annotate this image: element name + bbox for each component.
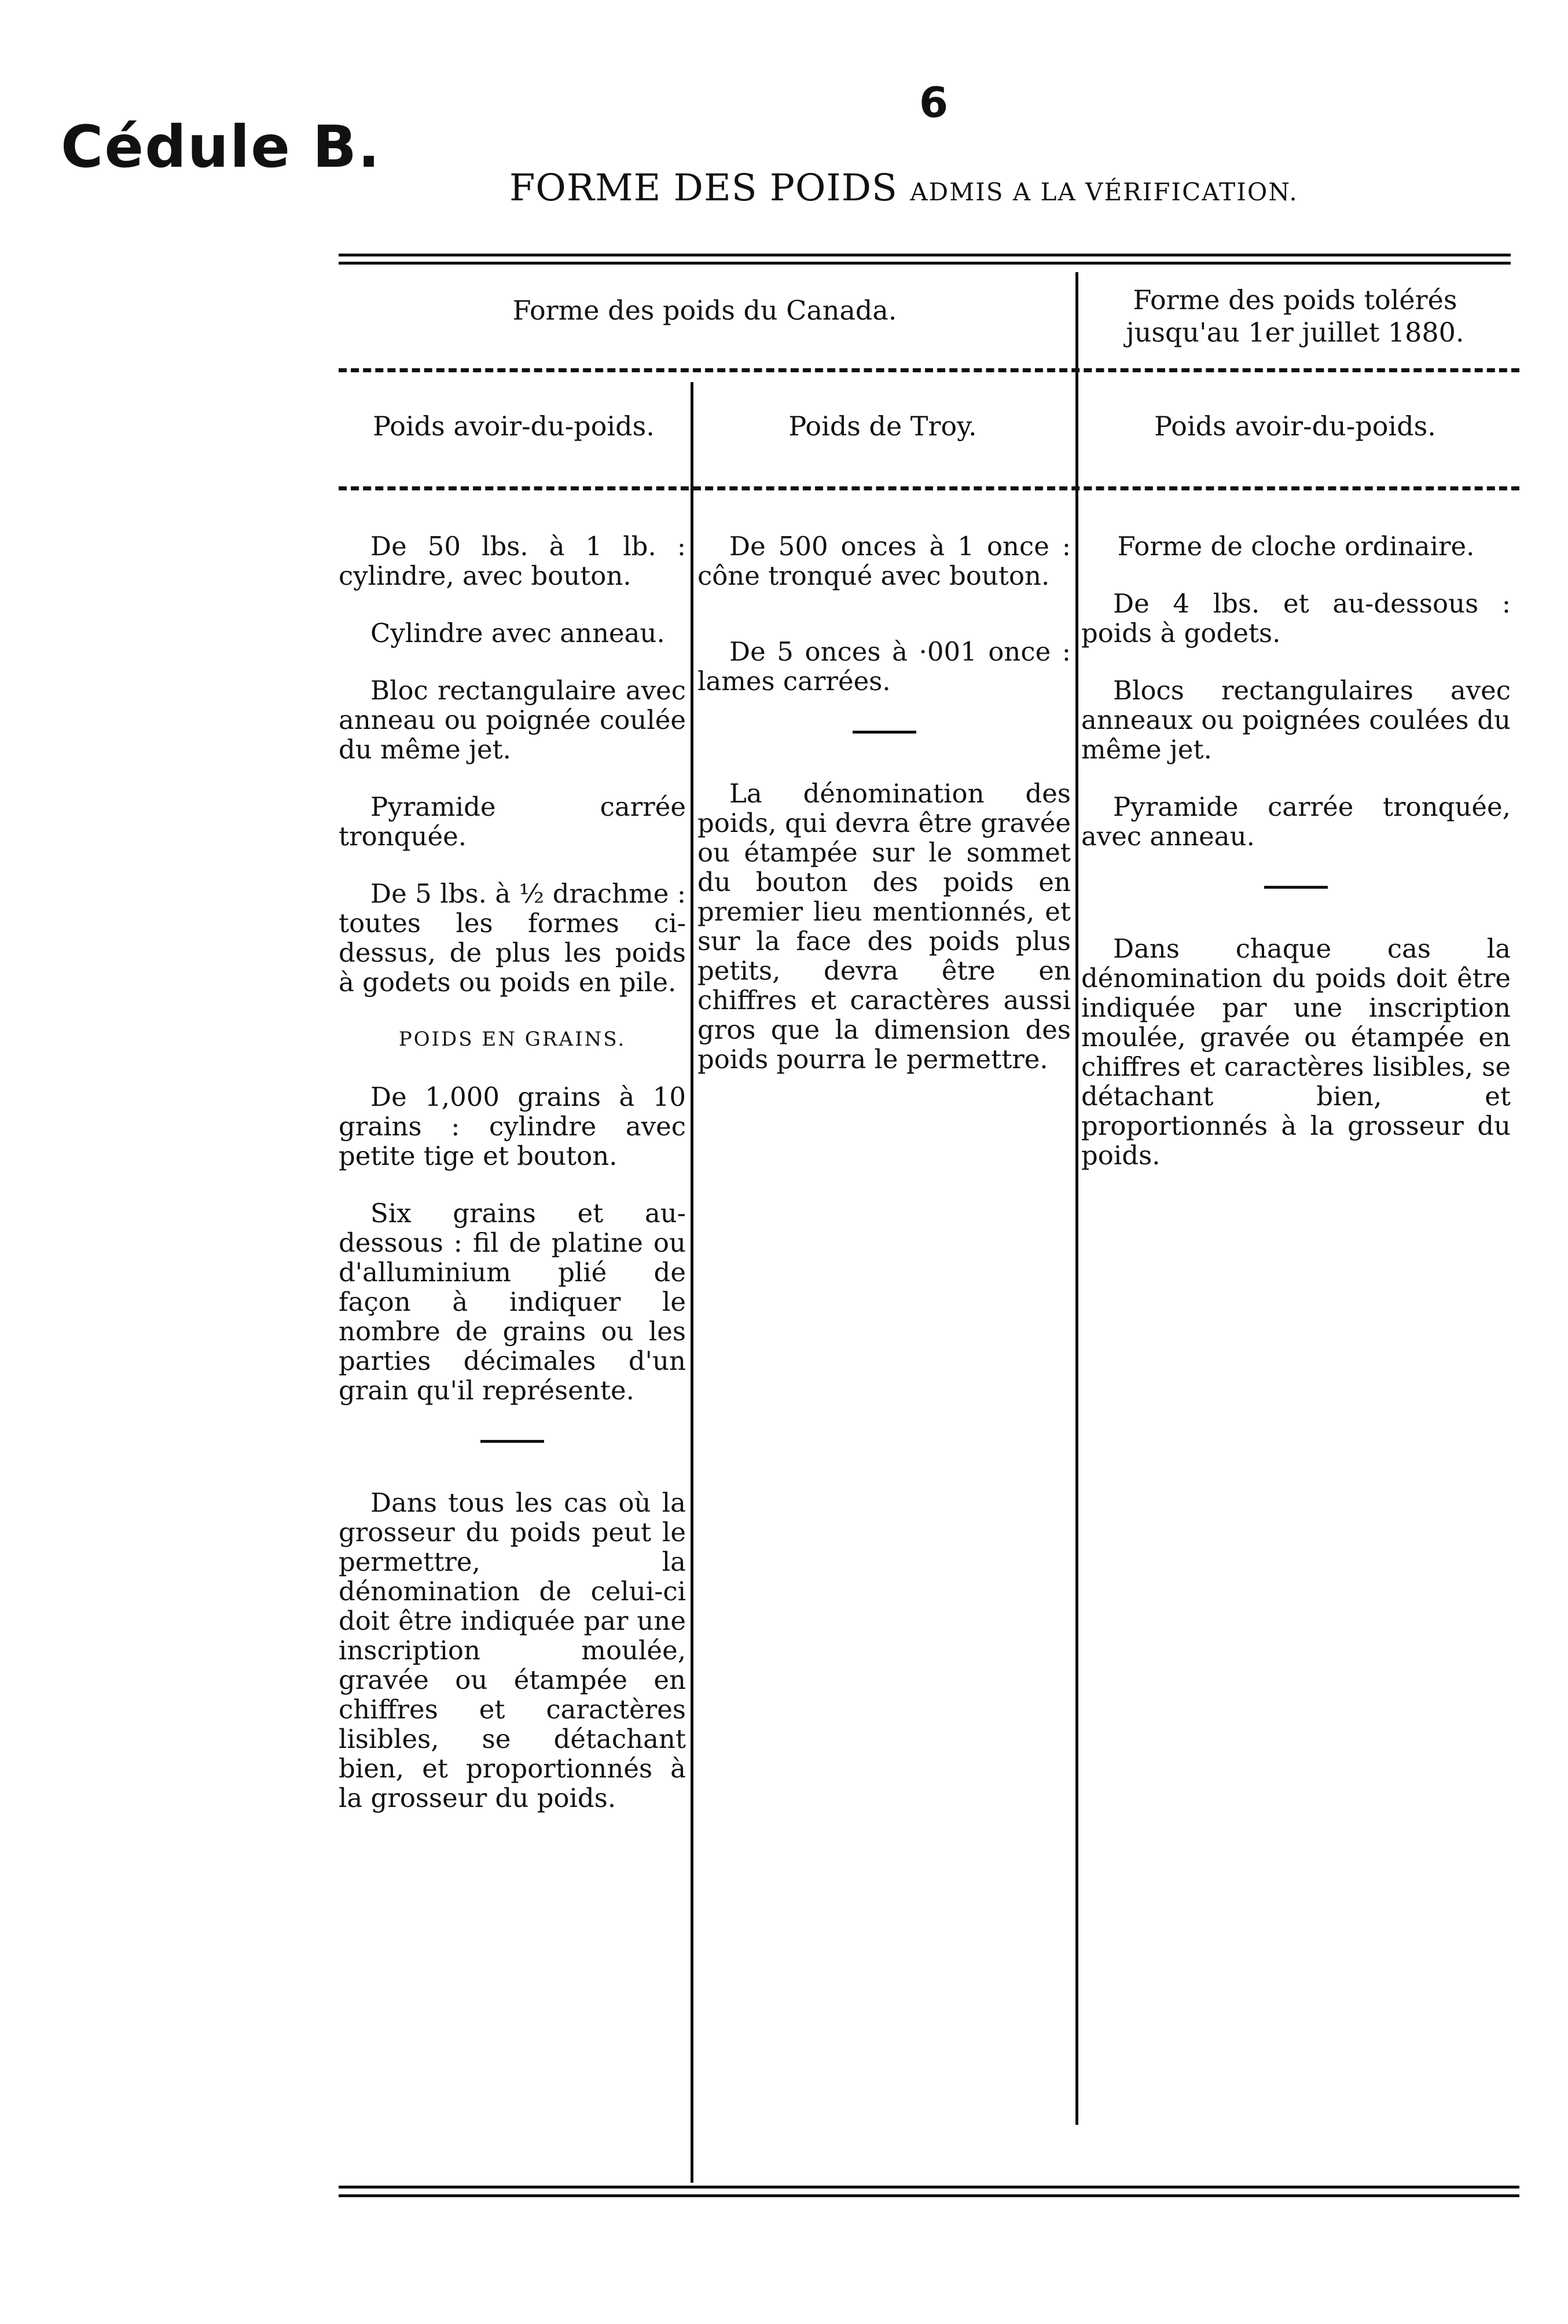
- column-divider-1: [691, 382, 693, 2183]
- col1-paragraph-1: De 50 lbs. à 1 lb. : cylindre, avec bouton.: [339, 531, 686, 591]
- subheader-troy: Poids de Troy.: [788, 410, 977, 442]
- column-troy: [697, 531, 1071, 1102]
- col3-paragraph-4: Pyramide carrée tronquée, avec anneau.: [1081, 791, 1511, 852]
- col3-paragraph-2: De 4 lbs. et au-dessous : poids à godets.: [1081, 588, 1511, 648]
- title-small: ADMIS A LA VÉRIFICATION.: [910, 178, 1298, 206]
- header-tolerated-line2: jusqu'au 1er juillet 1880.: [1126, 317, 1464, 348]
- col1-paragraph-3: Bloc rectangulaire avec anneau ou poignée coulée du même jet.: [339, 675, 686, 765]
- subheader-dashed-rule: [339, 486, 1519, 490]
- bottom-rule-1: [339, 2186, 1519, 2189]
- page-title: [509, 167, 1298, 210]
- bottom-rule-2: [339, 2194, 1519, 2197]
- title-large: FORME DES POIDS: [509, 167, 898, 210]
- top-rule-2: [339, 262, 1511, 265]
- col2-paragraph-3: La dénomination des poids, qui devra être gravée ou étampée sur le sommet du bouton des poids en premier lieu mentionnés, et sur la face des poids plus petits, devra être en chiffres et caractères aussi gros que la dimension des poids pourra le permettre.: [697, 778, 1071, 1075]
- col2-separator: [853, 731, 916, 734]
- header-canada: Forme des poids du Canada.: [512, 295, 897, 326]
- col1-paragraph-6: De 1,000 grains à 10 grains : cylindre avec petite tige et bouton.: [339, 1082, 686, 1171]
- col3-paragraph-3: Blocs rectangulaires avec anneaux ou poignées coulées du même jet.: [1081, 675, 1511, 765]
- column-avoirdupois-canada: [339, 531, 686, 1841]
- col1-grains-heading: POIDS EN GRAINS.: [398, 1028, 626, 1051]
- page-number: 6: [919, 78, 949, 127]
- header-dashed-rule: [339, 368, 1519, 372]
- col2-paragraph-1: De 500 onces à 1 once : cône tronqué avec bouton.: [697, 531, 1071, 591]
- header-tolerated-line1: Forme des poids tolérés: [1133, 284, 1457, 316]
- col3-paragraph-1: Forme de cloche ordinaire.: [1117, 531, 1475, 562]
- header-tolerated: [1079, 284, 1511, 349]
- col1-paragraph-2: Cylindre avec anneau.: [370, 618, 665, 648]
- column-avoirdupois-tolerated: [1081, 531, 1511, 1198]
- column-divider-2: [1075, 272, 1078, 2125]
- subheader-avoirdupois-canada: Poids avoir-du-poids.: [373, 410, 655, 442]
- col3-separator: [1264, 886, 1328, 889]
- col2-paragraph-2: De 5 onces à ·001 once : lames carrées.: [697, 636, 1071, 697]
- col3-paragraph-5: Dans chaque cas la dénomination du poids doit être indiquée par une inscription moulée, gravée ou étampée en chiffres et caractères lisibles, se détachant bien, et proportionnés à la grosseur du poids.: [1081, 933, 1511, 1171]
- col1-paragraph-7: Six grains et au-dessous : fil de platine ou d'alluminium plié de façon à indiquer le nombre de grains ou les parties décimales d'un grain qu'il représente.: [339, 1198, 686, 1406]
- col1-paragraph-4: Pyramide carrée tronquée.: [339, 791, 686, 852]
- subheader-avoirdupois-tolerated: Poids avoir-du-poids.: [1154, 410, 1436, 442]
- col1-paragraph-8: Dans tous les cas où la grosseur du poids peut le permettre, la dénomination de celui-ci doit être indiquée par une inscription moulée, gravée ou étampée en chiffres et caractères lisibles, se détachant bien, et proportionnés à la grosseur du poids.: [339, 1487, 686, 1813]
- col1-separator: [480, 1440, 544, 1443]
- schedule-label: Cédule B.: [61, 113, 381, 181]
- col1-paragraph-5: De 5 lbs. à ½ drachme : toutes les formes ci-dessus, de plus les poids à godets ou poids en pile.: [339, 878, 686, 998]
- top-rule-1: [339, 254, 1511, 256]
